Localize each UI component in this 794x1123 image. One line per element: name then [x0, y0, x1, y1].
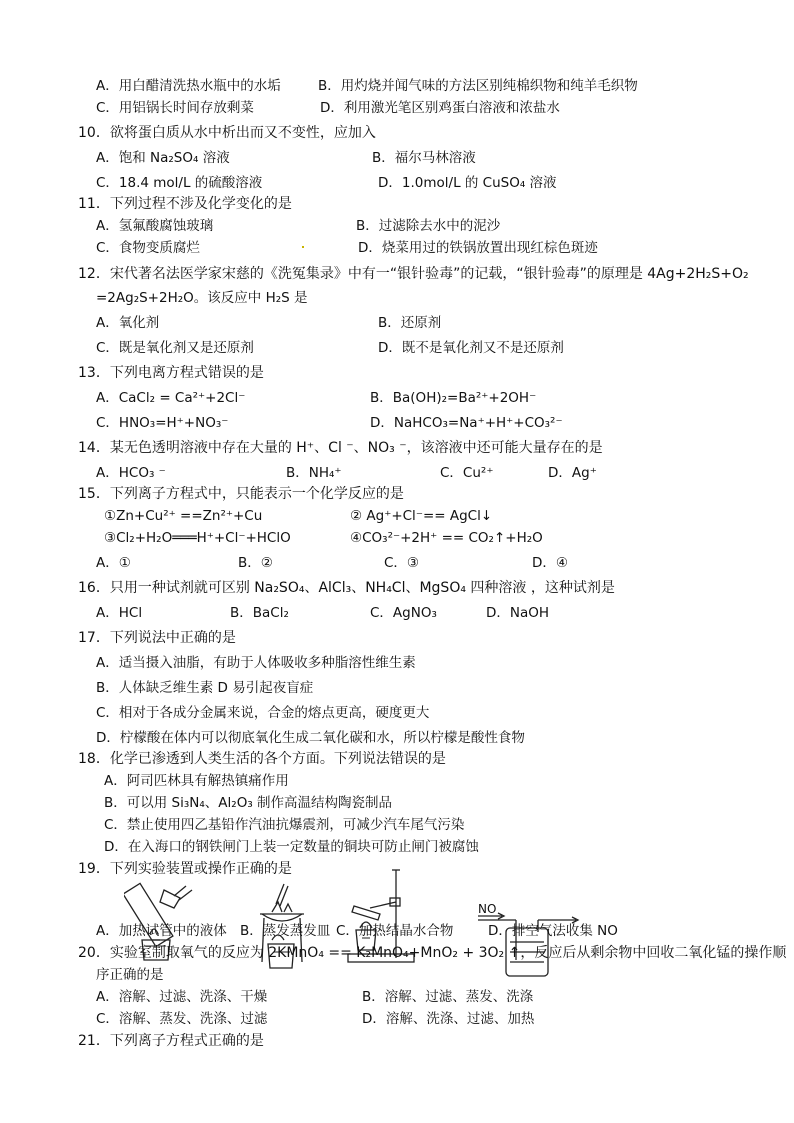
q17-option-a: A．适当摄入油脂，有助于人体吸收多种脂溶性维生素	[96, 655, 416, 671]
q14-option-d: D．Ag⁺	[548, 465, 597, 481]
q13-option-c: C．HNO₃=H⁺+NO₃⁻	[96, 415, 229, 431]
q12-option-a: A．氧化剂	[96, 315, 160, 331]
q20-option-c: C．溶解、蒸发、洗涤、过滤	[96, 1011, 268, 1027]
q12-stem-line2: =2Ag₂S+2H₂O。该反应中 H₂S 是	[96, 290, 308, 306]
q18-option-b: B．可以用 Si₃N₄、Al₂O₃ 制作高温结构陶瓷制品	[104, 795, 393, 811]
q9-option-b: B．用灼烧并闻气味的方法区别纯棉织物和纯羊毛织物	[318, 78, 638, 94]
q14-option-b: B．NH₄⁺	[286, 465, 342, 481]
q19-option-b: B．蒸发蒸发皿	[240, 923, 331, 939]
q14-option-a: A．HCO₃ ⁻	[96, 465, 166, 481]
q15-equation-4: ④CO₃²⁻+2H⁺ == CO₂↑+H₂O	[350, 530, 543, 546]
q18-option-a: A．阿司匹林具有解热镇痛作用	[104, 773, 289, 789]
q20-stem-line2: 序正确的是	[96, 967, 164, 983]
q17-option-c: C．相对于各成分金属来说，合金的熔点更高，硬度更大	[96, 705, 430, 721]
q13-option-b: B．Ba(OH)₂=Ba²⁺+2OH⁻	[370, 390, 537, 406]
q10-option-d: D．1.0mol/L 的 CuSO₄ 溶液	[378, 175, 557, 191]
q17-stem: 17．下列说法中正确的是	[78, 630, 236, 646]
q10-option-b: B．福尔马林溶液	[372, 150, 476, 166]
q19-option-d: D．排空气法收集 NO	[488, 923, 618, 939]
q18-stem: 18．化学已渗透到人类生活的各个方面。下列说法错误的是	[78, 751, 446, 767]
q16-stem: 16．只用一种试剂就可区别 Na₂SO₄、AlCl₃、NH₄Cl、MgSO₄ 四种溶液 ，这种试剂是	[78, 580, 615, 596]
q20-option-d: D．溶解、洗涤、过滤、加热	[362, 1011, 535, 1027]
q13-option-d: D．NaHCO₃=Na⁺+H⁺+CO₃²⁻	[370, 415, 563, 431]
q15-option-b: B．②	[238, 555, 273, 571]
q15-option-d: D．④	[532, 555, 568, 571]
q12-option-b: B．还原剂	[378, 315, 442, 331]
q11-option-b: B．过滤除去水中的泥沙	[356, 218, 501, 234]
q15-equation-3: ③Cl₂+H₂O═══H⁺+Cl⁻+HClO	[104, 530, 291, 546]
q20-option-b: B．溶解、过滤、蒸发、洗涤	[362, 989, 534, 1005]
q9-option-c: C．用铝锅长时间存放剩菜	[96, 100, 254, 116]
q16-option-d: D．NaOH	[486, 605, 550, 621]
q12-stem-line1: 12．宋代著名法医学家宋慈的《洗冤集录》中有一“银针验毒”的记载，“银针验毒”的原理是 4Ag+2H₂S+O₂	[78, 266, 749, 282]
q11-stem: 11．下列过程不涉及化学变化的是	[78, 196, 292, 212]
q12-option-c: C．既是氧化剂又是还原剂	[96, 340, 254, 356]
q10-option-a: A．饱和 Na₂SO₄ 溶液	[96, 150, 230, 166]
q17-option-b: B．人体缺乏维生素 D 易引起夜盲症	[96, 680, 314, 696]
q13-option-a: A．CaCl₂ = Ca²⁺+2Cl⁻	[96, 390, 246, 406]
q15-equation-1: ①Zn+Cu²⁺ ==Zn²⁺+Cu	[104, 508, 263, 524]
q18-option-c: C．禁止使用四乙基铅作汽油抗爆震剂，可减少汽车尾气污染	[104, 817, 465, 833]
q20-stem-line1: 20．实验室制取氧气的反应为 2KMnO₄ == K₂MnO₄+MnO₂ + 3O₂ ↑，反应后从剩余物中回收二氧化锰的操作顺	[78, 945, 787, 961]
q11-option-d: D．烧菜用过的铁锅放置出现红棕色斑迹	[358, 240, 598, 256]
q9-option-a: A．用白醋清洗热水瓶中的水垢	[96, 78, 281, 94]
q21-stem: 21．下列离子方程式正确的是	[78, 1033, 264, 1049]
q11-option-a: A．氢氟酸腐蚀玻璃	[96, 218, 214, 234]
q19-option-c: C．加热结晶水合物	[336, 923, 454, 939]
q15-stem: 15．下列离子方程式中，只能表示一个化学反应的是	[78, 486, 404, 502]
q16-option-b: B．BaCl₂	[230, 605, 289, 621]
q9-option-d: D．利用激光笔区别鸡蛋白溶液和浓盐水	[320, 100, 560, 116]
q16-option-c: C．AgNO₃	[370, 605, 437, 621]
q19-stem: 19．下列实验装置或操作正确的是	[78, 861, 292, 877]
q13-stem: 13．下列电离方程式错误的是	[78, 365, 264, 381]
figure-d-no-label: NO	[478, 902, 497, 916]
q20-option-a: A．溶解、过滤、洗涤、干燥	[96, 989, 268, 1005]
q15-equation-2: ② Ag⁺+Cl⁻== AgCl↓	[350, 508, 493, 524]
q14-option-c: C．Cu²⁺	[440, 465, 494, 481]
q19-option-a: A．加热试管中的液体	[96, 923, 227, 939]
q15-option-c: C．③	[384, 555, 420, 571]
q15-option-a: A．①	[96, 555, 131, 571]
q14-stem: 14．某无色透明溶液中存在大量的 H⁺、Cl ⁻、NO₃ ⁻，该溶液中还可能大量存在的是	[78, 440, 603, 456]
q11-option-c: C．食物变质腐烂	[96, 240, 200, 256]
q16-option-a: A．HCl	[96, 605, 143, 621]
q17-option-d: D．柠檬酸在体内可以彻底氧化生成二氧化碳和水，所以柠檬是酸性食物	[96, 730, 525, 746]
q12-option-d: D．既不是氧化剂又不是还原剂	[378, 340, 564, 356]
q18-option-d: D．在入海口的钢铁闸门上装一定数量的铜块可防止闸门被腐蚀	[104, 839, 479, 855]
stray-dot	[302, 246, 304, 248]
q10-option-c: C．18.4 mol/L 的硫酸溶液	[96, 175, 263, 191]
q10-stem: 10．欲将蛋白质从水中析出而又不变性，应加入	[78, 125, 376, 141]
